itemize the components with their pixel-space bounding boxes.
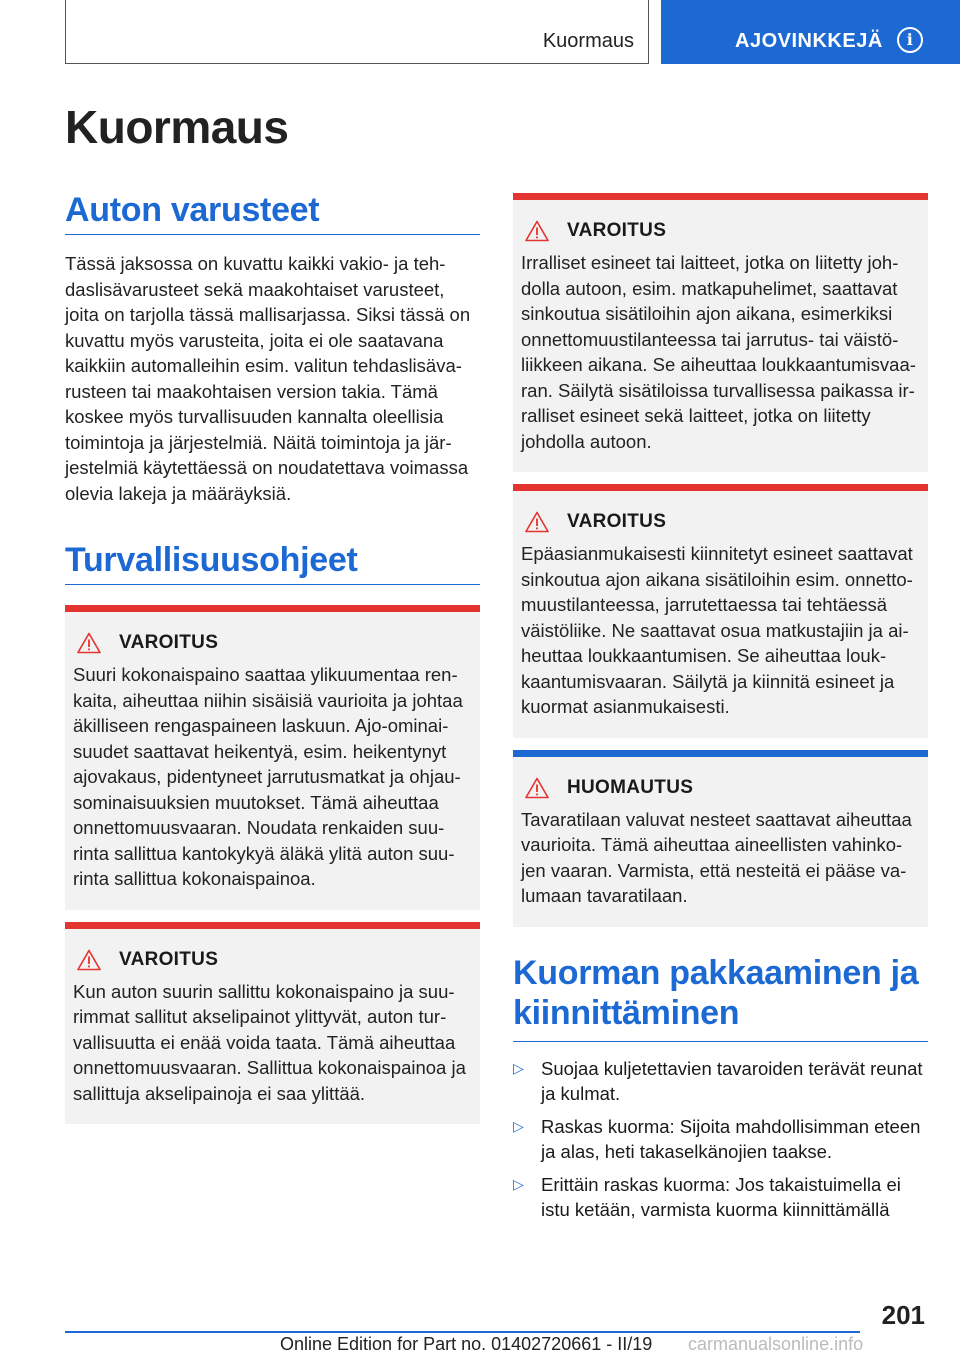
warning-box bbox=[513, 193, 928, 472]
footer-divider bbox=[65, 1331, 860, 1333]
warning-box bbox=[513, 484, 928, 738]
edition-note: Online Edition for Part no. 01402720661 - II/19 bbox=[280, 1334, 653, 1354]
list-item bbox=[513, 1114, 928, 1165]
warning-box bbox=[65, 922, 480, 1125]
heading-turvallisuusohjeet: Turvallisuusohjeet bbox=[65, 540, 480, 585]
warning-title: VAROITUS bbox=[567, 511, 667, 532]
warning-title: VAROITUS bbox=[119, 632, 219, 653]
warning-text: Kun auton suurin sallittu kokonaispaino ja suurimmat sallitut akselipainot ylittyvät, auton turvallisuutta ei enää voida taata. Tämä aiheuttaa onnettomuusvaaran. Sallittua kokonaispainoa ja sallittuja akselipainoja ei saa ylittää. bbox=[73, 980, 466, 1104]
list-item-text: Erittäin raskas kuorma: Jos takaistuimella ei istu ketään, varmista kuorma kiinnittämällä bbox=[541, 1173, 901, 1220]
chapter-label: AJOVINKKEJÄ bbox=[735, 30, 883, 52]
warning-text: Irralliset esineet tai laitteet, jotka on liitetty johdolla autoon, esim. matkapuhelimet, saattavat sinkoutua sisätiloihin ajon aikana, esimerkiksi onnettomuustilanteessa tai jarrutus- tai väistöliikkeen aikana. Se aiheuttaa loukkaantumisvaaran. Säilytä sisätiloissa turvallisessa paikassa irralliset esineet sekä laitteet, jotka on liitetty johdolla autoon. bbox=[521, 252, 916, 452]
warning-triangle-icon bbox=[525, 511, 549, 533]
triangle-bullet-icon: ▷ bbox=[513, 1059, 524, 1076]
warning-triangle-icon bbox=[525, 777, 549, 799]
heading-auton-varusteet: Auton varusteet bbox=[65, 190, 480, 235]
triangle-bullet-icon: ▷ bbox=[513, 1175, 524, 1192]
warning-header bbox=[521, 214, 920, 248]
notice-header bbox=[521, 771, 920, 805]
warning-title: VAROITUS bbox=[567, 220, 667, 241]
warning-header bbox=[73, 626, 472, 660]
header-section-title: Kuormaus bbox=[542, 30, 634, 52]
warning-triangle-icon bbox=[77, 949, 101, 971]
warning-triangle-icon bbox=[77, 632, 101, 654]
notice-title: HUOMAUTUS bbox=[567, 776, 694, 798]
warning-triangle-icon bbox=[525, 220, 549, 242]
page-number: 201 bbox=[881, 1300, 925, 1330]
list-item-text: Raskas kuorma: Sijoita mahdollisimman eteen ja alas, heti takaselkänojien taakse. bbox=[541, 1115, 921, 1162]
paragraph-auton-varusteet: Tässä jaksossa on kuvattu kaikki vakio- ja tehdaslisävarusteet sekä maakohtaiset varusteet, joita on tarjolla tässä mallisarjassa. Siksi tässä on kuvattu myös varusteita, joita ei ole saatavana kaikkiin automalleihin esim. valitun tehdaslisävarusteen tai maakohtaisen version takia. Tämä koskee myös turvallisuuden kannalta oleellisia toimintoja ja järjestelmiä. Näitä toimintoja ja järjestelmiä käytettäessä on noudatettava voimassa olevia lakeja ja määräyksiä. bbox=[65, 253, 471, 504]
bullet-list bbox=[513, 1056, 928, 1223]
header-chapter-tab bbox=[661, 0, 960, 64]
page-title: Kuormaus bbox=[65, 101, 289, 153]
right-column bbox=[513, 193, 928, 1230]
warning-box bbox=[65, 605, 480, 910]
notice-box bbox=[513, 750, 928, 927]
page-header bbox=[0, 0, 960, 66]
heading-kuorman-pakkaaminen: Kuorman pakkaaminen ja kiinnittäminen bbox=[513, 953, 928, 1042]
warning-text: Epäasianmukaisesti kiinnitetyt esineet saattavat sinkoutua ajon aikana sisätiloihin esim. onnettomuustilanteessa, jarrutettaessa tai tehtäessä väistöliike. Ne saattavat osua matkustajiin ja aiheuttaa loukkaantumisen. Se aiheuttaa loukkaantumisvaaran. Säilytä ja kiinnitä esineet ja kuormat asianmukaisesti. bbox=[521, 543, 913, 717]
header-section-box bbox=[65, 0, 649, 64]
warning-header bbox=[521, 505, 920, 539]
list-item bbox=[513, 1056, 928, 1107]
triangle-bullet-icon: ▷ bbox=[513, 1117, 524, 1134]
left-column bbox=[65, 190, 480, 1124]
list-item bbox=[513, 1172, 928, 1223]
warning-header bbox=[73, 943, 472, 977]
watermark: carmanualsonline.info bbox=[688, 1334, 864, 1354]
notice-text: Tavaratilaan valuvat nesteet saattavat aiheuttaa vaurioita. Tämä aiheuttaa aineellisten vahinkojen vaaran. Varmista, että nesteitä ei pääse valumaan tavaratilaan. bbox=[521, 808, 912, 906]
info-icon: i bbox=[897, 27, 923, 53]
warning-title: VAROITUS bbox=[119, 948, 219, 970]
list-item-text: Suojaa kuljetettavien tavaroiden terävät reunat ja kulmat. bbox=[541, 1057, 923, 1104]
warning-text: Suuri kokonaispaino saattaa ylikuumentaa renkaita, aiheuttaa niihin sisäisiä vaurioita ja johtaa äkilliseen rengaspaineen laskuun. Ajo-ominaisuudet saattavat heikentyä, esim. heikentynyt ajovakaus, pidentyneet jarrutusmatkat ja ohjausominaisuuksien muutokset. Tämä aiheuttaa onnettomuusvaaran. Noudata renkaiden suurinta sallittua kantokykyä äläkä ylitä auton suurinta sallittua kokonaispainoa. bbox=[73, 664, 463, 889]
